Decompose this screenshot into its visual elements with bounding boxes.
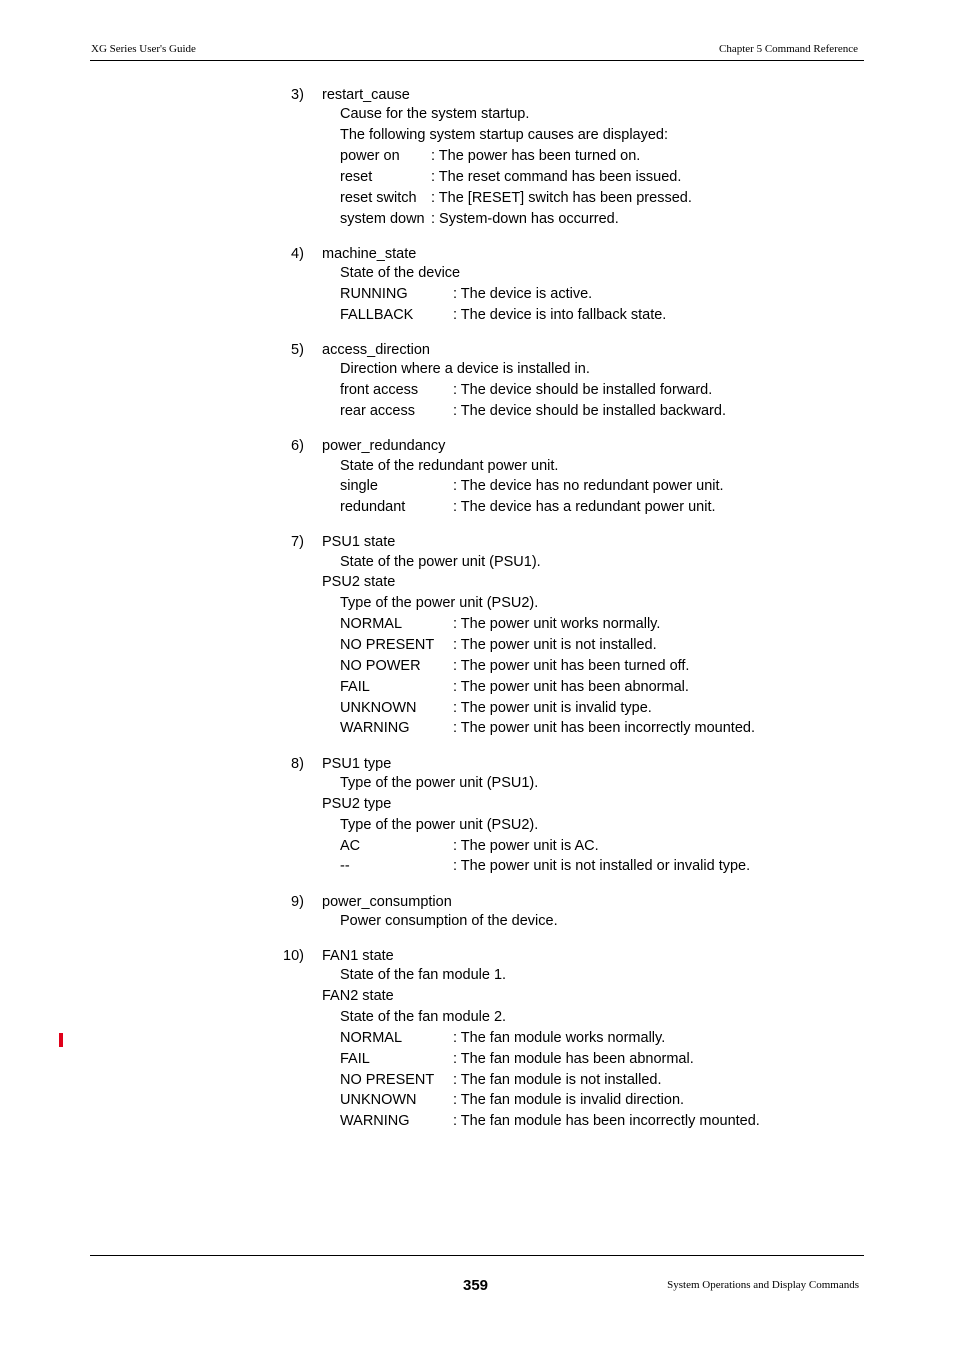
item-term: redundant bbox=[340, 499, 406, 515]
section-description: The following system startup causes are displayed: bbox=[340, 127, 669, 143]
section-title: restart_cause bbox=[322, 87, 410, 103]
section-title: FAN1 state bbox=[322, 948, 394, 964]
item-term: power on bbox=[340, 148, 400, 164]
item-definition: : The device should be installed backward. bbox=[453, 403, 726, 419]
item-term: -- bbox=[340, 858, 350, 874]
item-term: NO PRESENT bbox=[340, 637, 435, 653]
section-number: 9) bbox=[291, 894, 304, 910]
item-term: reset switch bbox=[340, 190, 417, 206]
item-definition: : The device has no redundant power unit. bbox=[453, 478, 724, 494]
section-description: Type of the power unit (PSU2). bbox=[340, 817, 539, 833]
section-description: Power consumption of the device. bbox=[340, 913, 558, 929]
section-subtitle: PSU2 type bbox=[322, 796, 392, 812]
item-definition: : The fan module works normally. bbox=[453, 1030, 666, 1046]
item-term: RUNNING bbox=[340, 286, 408, 302]
section-title: PSU1 state bbox=[322, 534, 396, 550]
item-definition: : The power unit has been abnormal. bbox=[453, 679, 689, 695]
section-title: machine_state bbox=[322, 246, 417, 262]
item-term: UNKNOWN bbox=[340, 700, 417, 716]
section-number: 6) bbox=[291, 438, 304, 454]
item-term: FAIL bbox=[340, 1051, 370, 1067]
section-number: 3) bbox=[291, 87, 304, 103]
section-number: 5) bbox=[291, 342, 304, 358]
item-definition: : The device is into fallback state. bbox=[453, 307, 667, 323]
running-header-left: XG Series User's Guide bbox=[91, 43, 196, 55]
section-number: 8) bbox=[291, 756, 304, 772]
page-number: 359 bbox=[463, 1277, 489, 1294]
item-definition: : The fan module is not installed. bbox=[453, 1072, 662, 1088]
section-description: State of the device bbox=[340, 265, 461, 281]
item-term: single bbox=[340, 478, 378, 494]
item-definition: : The [RESET] switch has been pressed. bbox=[431, 190, 692, 206]
item-definition: : System-down has occurred. bbox=[431, 211, 619, 227]
item-term: NORMAL bbox=[340, 616, 403, 632]
item-definition: : The power unit has been turned off. bbox=[453, 658, 690, 674]
section-description: State of the fan module 1. bbox=[340, 967, 507, 983]
footer-rule bbox=[90, 1255, 864, 1256]
item-term: NORMAL bbox=[340, 1030, 403, 1046]
section-number: 10) bbox=[283, 948, 304, 964]
item-definition: : The fan module has been incorrectly mounted. bbox=[453, 1113, 760, 1129]
item-term: UNKNOWN bbox=[340, 1092, 417, 1108]
item-definition: : The device should be installed forward. bbox=[453, 382, 713, 398]
item-definition: : The fan module is invalid direction. bbox=[453, 1092, 685, 1108]
section-number: 7) bbox=[291, 534, 304, 550]
running-header-right: Chapter 5 Command Reference bbox=[719, 43, 858, 55]
section-description: State of the fan module 2. bbox=[340, 1009, 507, 1025]
item-term: WARNING bbox=[340, 1113, 410, 1129]
section-description: Direction where a device is installed in. bbox=[340, 361, 590, 377]
section-title: power_redundancy bbox=[322, 438, 446, 454]
item-term: front access bbox=[340, 382, 419, 398]
item-term: NO PRESENT bbox=[340, 1072, 435, 1088]
change-bar-marker bbox=[59, 1033, 63, 1047]
running-footer-right: System Operations and Display Commands bbox=[667, 1279, 859, 1291]
item-definition: : The fan module has been abnormal. bbox=[453, 1051, 694, 1067]
section-subtitle: FAN2 state bbox=[322, 988, 394, 1004]
item-term: WARNING bbox=[340, 720, 410, 736]
item-term: AC bbox=[340, 838, 361, 854]
item-definition: : The power unit is not installed. bbox=[453, 637, 657, 653]
item-term: FALLBACK bbox=[340, 307, 414, 323]
item-term: rear access bbox=[340, 403, 415, 419]
item-definition: : The power unit is AC. bbox=[453, 838, 599, 854]
section-description: Type of the power unit (PSU1). bbox=[340, 775, 539, 791]
section-number: 4) bbox=[291, 246, 304, 262]
section-description: Cause for the system startup. bbox=[340, 106, 530, 122]
item-definition: : The power unit is not installed or invalid type. bbox=[453, 858, 751, 874]
section-description: State of the redundant power unit. bbox=[340, 458, 559, 474]
item-definition: : The device is active. bbox=[453, 286, 593, 302]
section-title: power_consumption bbox=[322, 894, 452, 910]
item-term: system down bbox=[340, 211, 425, 227]
item-term: FAIL bbox=[340, 679, 370, 695]
item-definition: : The device has a redundant power unit. bbox=[453, 499, 716, 515]
item-definition: : The power unit has been incorrectly mounted. bbox=[453, 720, 755, 736]
section-title: PSU1 type bbox=[322, 756, 392, 772]
item-definition: : The power unit works normally. bbox=[453, 616, 661, 632]
section-description: State of the power unit (PSU1). bbox=[340, 554, 541, 570]
item-term: NO POWER bbox=[340, 658, 421, 674]
item-definition: : The reset command has been issued. bbox=[431, 169, 682, 185]
item-definition: : The power unit is invalid type. bbox=[453, 700, 652, 716]
section-title: access_direction bbox=[322, 342, 430, 358]
item-definition: : The power has been turned on. bbox=[431, 148, 641, 164]
section-subtitle: PSU2 state bbox=[322, 574, 396, 590]
section-description: Type of the power unit (PSU2). bbox=[340, 595, 539, 611]
item-term: reset bbox=[340, 169, 373, 185]
